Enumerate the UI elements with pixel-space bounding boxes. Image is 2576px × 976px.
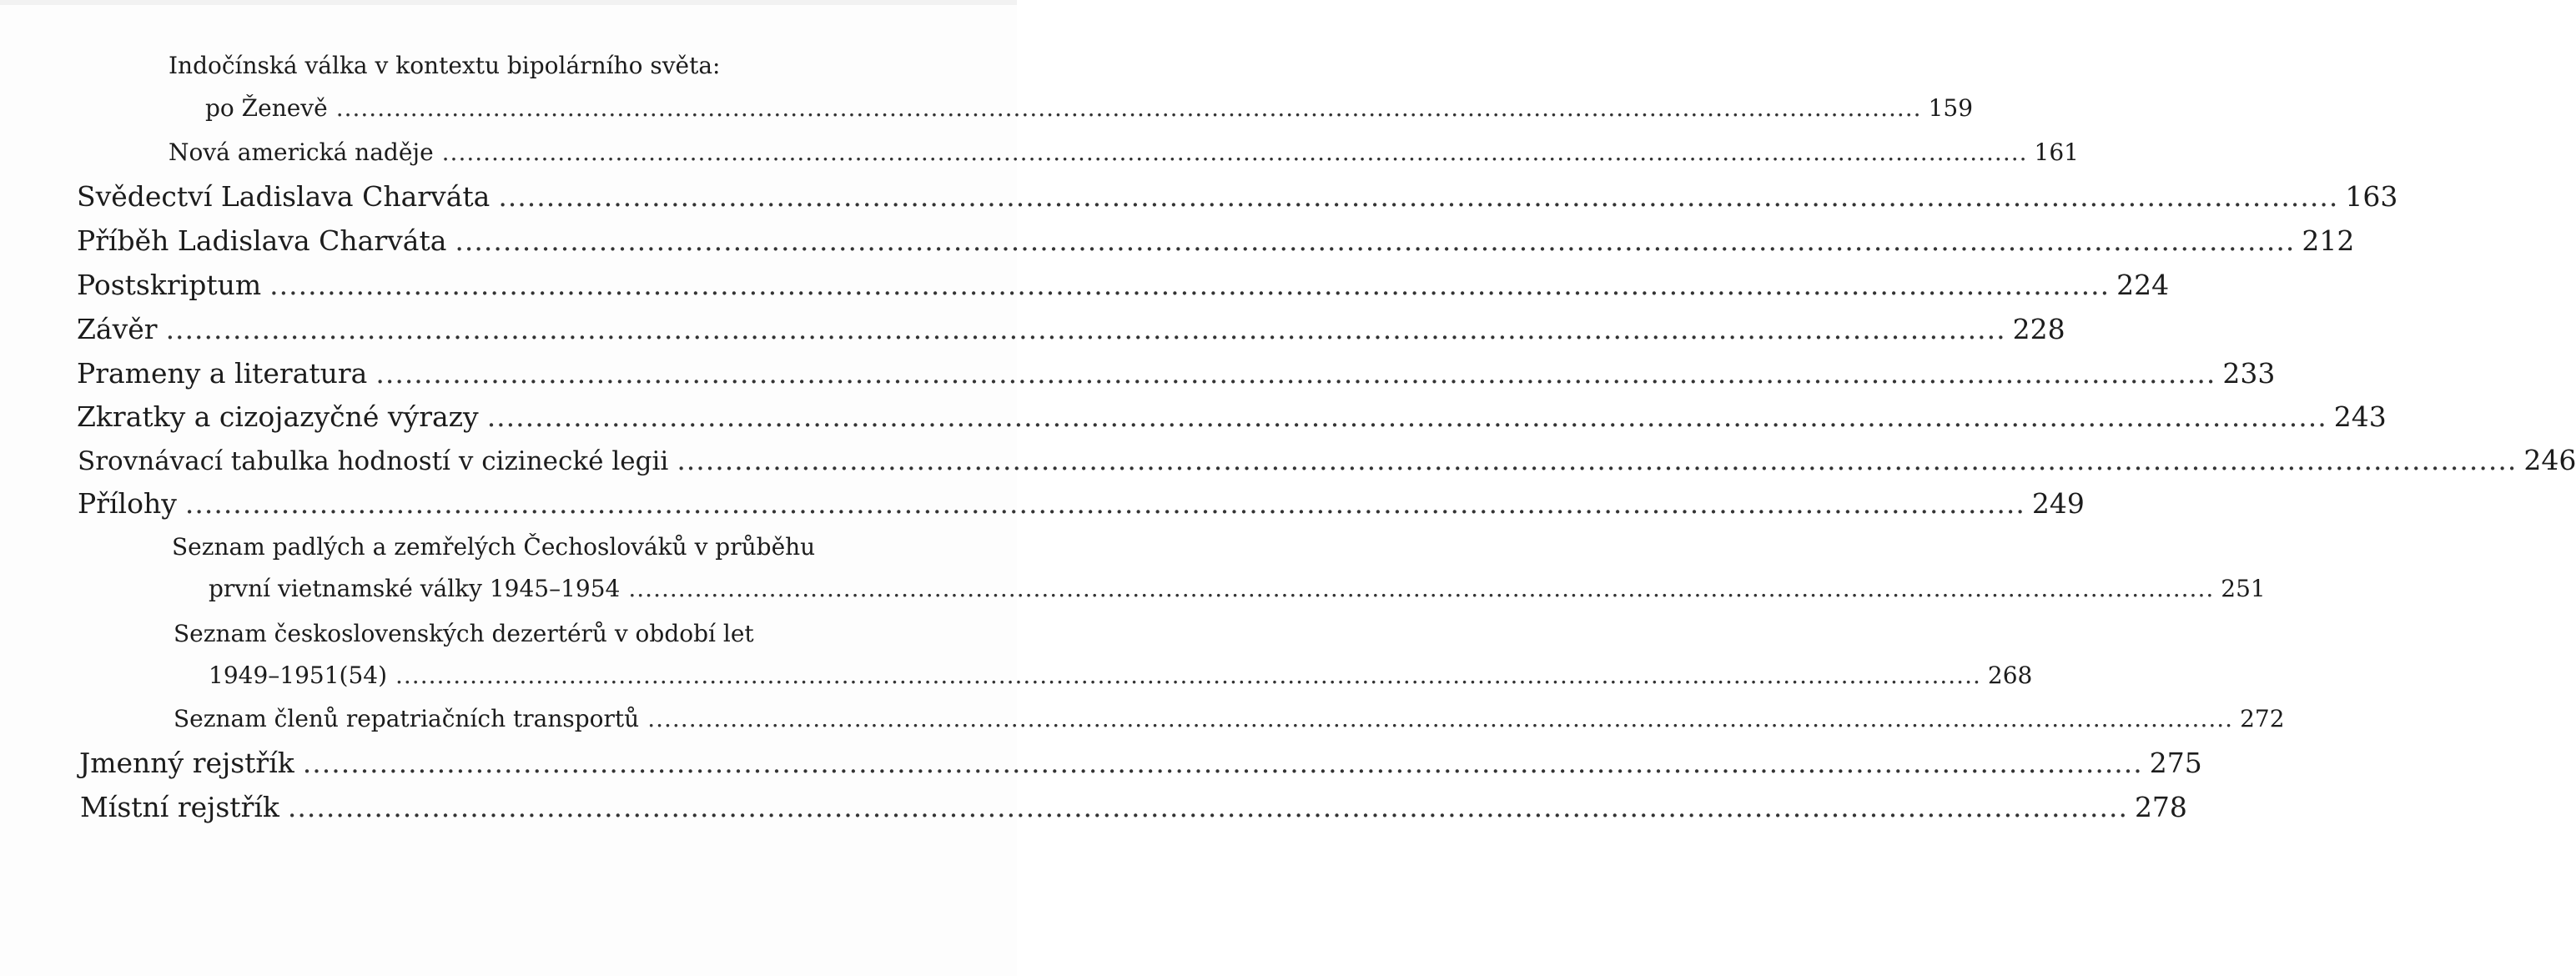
toc-entry-heading (174, 620, 754, 647)
dot-leader: ................................................................................................................................................................................................ (455, 224, 2296, 257)
toc-entry-title: Seznam padlých a zemřelých Čechoslováků v průběhu (172, 533, 816, 561)
toc-entry (78, 444, 2576, 476)
toc-entry (80, 791, 2187, 823)
toc-page-number: 251 (2221, 575, 2266, 602)
toc-entry (209, 575, 2266, 602)
dot-leader: ................................................................................................................................................................................................ (269, 269, 2111, 301)
dot-leader: ................................................................................................................................................................................................ (375, 357, 2216, 390)
toc-entry-title: Indočínská válka v kontextu bipolárního světa: (169, 52, 721, 79)
toc-page-number: 272 (2240, 705, 2285, 732)
toc-entry (77, 180, 2398, 213)
dot-leader: ................................................................................................................................................................................................ (287, 791, 2128, 823)
dot-leader: ................................................................................................................................................................................................ (165, 313, 2006, 345)
toc-page-number: 159 (1928, 94, 1974, 122)
toc-entry-title: Srovnávací tabulka hodností v cizinecké legii (78, 446, 669, 476)
dot-leader: ................................................................................................................................................................................................ (628, 575, 2215, 602)
toc-entry-title: Zkratky a cizojazyčné výrazy (77, 400, 479, 433)
toc-entry-title: Přílohy (78, 487, 177, 520)
toc-entry (77, 313, 2065, 345)
toc-page-number: 243 (2333, 400, 2387, 433)
toc-entry-title: Seznam členů repatriačních transportů (174, 705, 640, 732)
toc-page-number: 249 (2031, 487, 2085, 520)
toc-entry-title: Seznam československých dezertérů v období let (174, 620, 754, 647)
dot-leader: ................................................................................................................................................................................................ (498, 180, 2339, 213)
toc-entry-heading (169, 52, 721, 79)
dot-leader: ................................................................................................................................................................................................ (335, 94, 1922, 122)
dot-leader: ................................................................................................................................................................................................ (441, 138, 2028, 166)
toc-page-number: 233 (2222, 357, 2276, 390)
toc-page-number: 163 (2345, 180, 2398, 213)
toc-page-number: 246 (2523, 444, 2576, 476)
toc-entry (79, 747, 2202, 779)
toc-page-number: 228 (2012, 313, 2065, 345)
toc-entry-title: Postskriptum (77, 269, 262, 301)
toc-entry-title: Svědectví Ladislava Charváta (77, 180, 491, 213)
toc-entry-title: po Ženevě (205, 94, 328, 122)
toc-entry (169, 138, 2079, 166)
toc-entry-heading (172, 533, 815, 561)
page-top-edge (0, 0, 1017, 5)
dot-leader: ................................................................................................................................................................................................ (302, 747, 2143, 779)
toc-entry-title: Místní rejstřík (80, 791, 279, 823)
toc-page-number: 212 (2302, 224, 2355, 257)
toc-entry (77, 400, 2387, 433)
dot-leader: ................................................................................................................................................................................................ (395, 662, 1981, 689)
toc-entry-title: Jmenný rejstřík (79, 747, 294, 779)
dot-leader: ................................................................................................................................................................................................ (677, 444, 2518, 476)
dot-leader: ................................................................................................................................................................................................ (486, 400, 2327, 433)
toc-entry (174, 705, 2285, 732)
toc-entry (77, 357, 2276, 390)
toc-entry-title: první vietnamské války 1945–1954 (209, 575, 621, 602)
dot-leader: ................................................................................................................................................................................................ (184, 487, 2025, 520)
toc-entry-title: 1949–1951(54) (209, 662, 387, 689)
toc-entry (209, 662, 2033, 689)
toc-entry (78, 487, 2085, 520)
toc-page-number: 161 (2034, 138, 2079, 166)
toc-entry-title: Nová americká naděje (169, 138, 434, 166)
toc-entry-title: Prameny a literatura (77, 357, 368, 390)
dot-leader: ................................................................................................................................................................................................ (647, 705, 2234, 732)
toc-entry (77, 224, 2355, 257)
toc-page-number: 275 (2149, 747, 2202, 779)
toc-page-number: 278 (2134, 791, 2187, 823)
toc-entry-title: Závěr (77, 313, 158, 345)
toc-page-number: 268 (1987, 662, 2033, 689)
toc-entry (77, 269, 2170, 301)
toc-entry (205, 94, 1974, 122)
toc-entry-title: Příběh Ladislava Charváta (77, 224, 447, 257)
toc-page-number: 224 (2116, 269, 2170, 301)
